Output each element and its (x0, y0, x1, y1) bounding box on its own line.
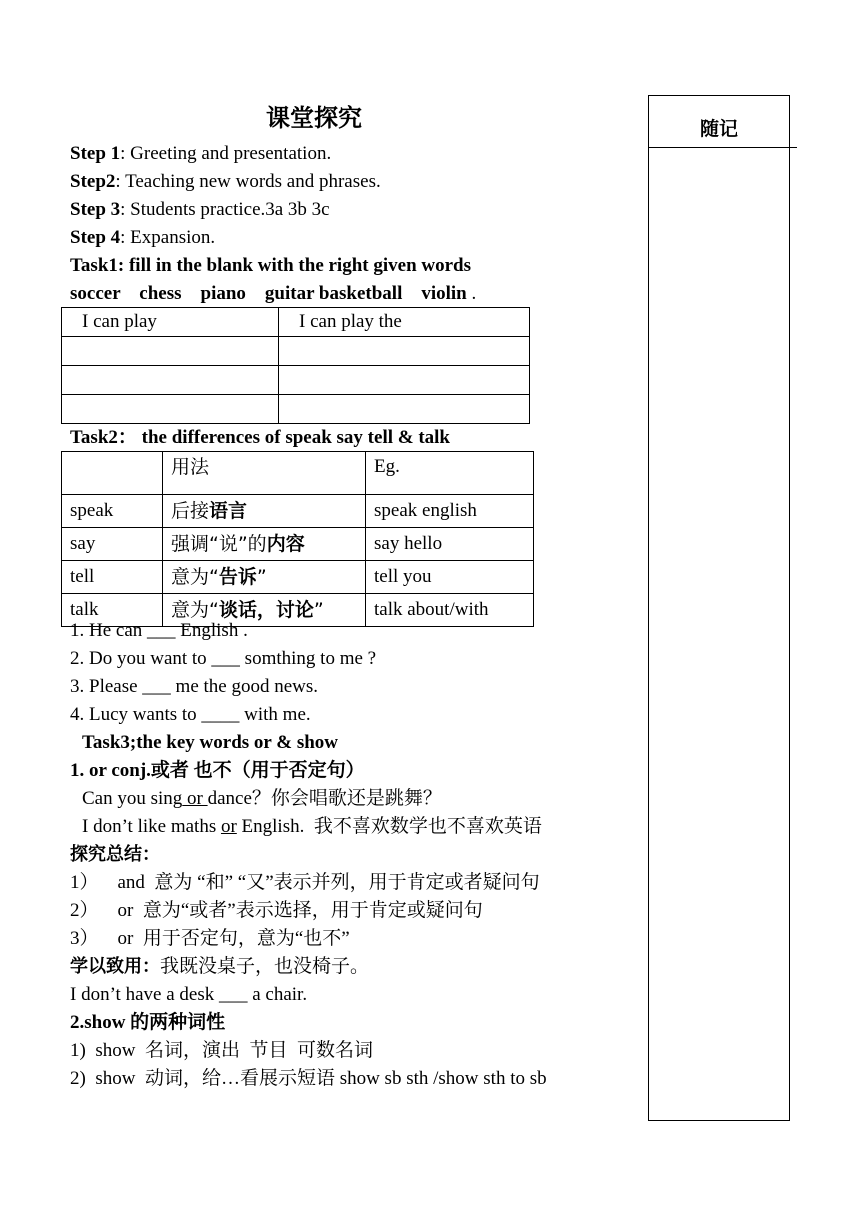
example-text: dance？你会唱歌还是跳舞？ (207, 788, 442, 809)
task1-heading: Task1: fill in the blank with the right given words (70, 255, 472, 276)
step-label: Step 3 (70, 199, 121, 220)
header-cell: 用法 (163, 452, 366, 495)
word-cell: tell (62, 561, 163, 594)
table-row (62, 561, 534, 594)
notes-column (648, 95, 790, 1121)
page-title: 课堂探究 (266, 104, 362, 132)
apply-line (70, 953, 369, 981)
step-3 (70, 196, 330, 224)
answer-cell[interactable] (62, 337, 279, 366)
show-item-1: 1) show 名词，演出 节目 可数名词 (70, 1040, 373, 1061)
usage-key: 告诉 (218, 566, 257, 588)
task1-col2-header: I can play the (279, 308, 530, 337)
or-heading: 1. or conj.或者 也不（用于否定句） (70, 760, 365, 781)
example-text: I don’t like maths (82, 816, 221, 837)
task2-table (61, 451, 534, 627)
example-cell: say hello (366, 528, 534, 561)
header-cell: Eg. (366, 452, 534, 495)
step-text: : Expansion. (120, 227, 216, 248)
task3-heading: Task3;the key words or & show (82, 732, 339, 753)
summary-item-3: 3） or 用于否定句，意为“也不” (70, 928, 350, 949)
step-1 (70, 140, 331, 168)
step-4 (70, 224, 215, 252)
exercise-4: 4. Lucy wants to ____ with me. (70, 704, 311, 725)
header-cell (62, 452, 163, 495)
step-text: : Greeting and presentation. (120, 143, 332, 164)
show-item-2: 2) show 动词，给…看展示短语 show sb sth /show sth to sb (70, 1068, 547, 1089)
usage-text: ” (313, 599, 324, 621)
step-2 (70, 168, 381, 196)
summary-item-2: 2） or 意为“或者”表示选择，用于肯定或疑问句 (70, 900, 483, 921)
summary-heading: 探究总结： (70, 844, 160, 865)
table-row (62, 395, 530, 424)
answer-cell[interactable] (279, 337, 530, 366)
answer-cell[interactable] (279, 366, 530, 395)
table-row (62, 528, 534, 561)
step-label: Step 1 (70, 143, 121, 164)
example-text: Can you sing (82, 788, 183, 809)
usage-key: 内容 (266, 533, 305, 555)
example-cell: tell you (366, 561, 534, 594)
summary-item-1: 1） and 意为 “和” “又”表示并列，用于肯定或者疑问句 (70, 872, 540, 893)
table-row (62, 308, 530, 337)
usage-cell (163, 528, 366, 561)
notes-divider-tick (788, 147, 797, 148)
task2-heading: Task2： the differences of speak say tell & talk (70, 427, 451, 448)
task1-col1-header: I can play (62, 308, 279, 337)
usage-cell (163, 561, 366, 594)
usage-cell (163, 495, 366, 528)
underlined-or: or (182, 788, 208, 809)
example-cell: talk about/with (366, 594, 534, 627)
apply-label: 学以致用： (70, 956, 160, 977)
step-text: : Teaching new words and phrases. (115, 171, 381, 192)
word-cell: talk (62, 594, 163, 627)
word-cell: say (62, 528, 163, 561)
task1-word-list (70, 280, 476, 308)
task1-table (61, 307, 530, 424)
usage-text: ” (256, 566, 267, 588)
example-text: English. 我不喜欢数学也不喜欢英语 (236, 816, 542, 837)
show-heading: 2.show 的两种词性 (70, 1012, 226, 1033)
usage-text: 意为“ (171, 566, 219, 588)
word-bank: soccer chess piano guitar basketball violin (70, 283, 467, 304)
usage-key: 语言 (209, 500, 248, 522)
step-label: Step 4 (70, 227, 121, 248)
usage-key: 谈话，讨论 (218, 599, 314, 621)
apply-exercise: I don’t have a desk ___ a chair. (70, 984, 308, 1005)
usage-text: 强调“说”的 (171, 533, 267, 555)
underlined-or: or (220, 816, 237, 837)
or-example-2 (82, 813, 542, 841)
exercise-1: 1. He can ___ English . (70, 620, 248, 641)
step-text: : Students practice.3a 3b 3c (120, 199, 330, 220)
word-bank-end: . (466, 283, 477, 304)
or-example-1 (82, 785, 442, 813)
example-cell: speak english (366, 495, 534, 528)
usage-text: 意为“ (171, 599, 219, 621)
apply-text: 我既没桌子，也没椅子。 (160, 956, 370, 977)
answer-cell[interactable] (62, 366, 279, 395)
usage-text: 后接 (171, 500, 210, 522)
word-cell: speak (62, 495, 163, 528)
table-row (62, 337, 530, 366)
table-row (62, 495, 534, 528)
answer-cell[interactable] (62, 395, 279, 424)
exercise-3: 3. Please ___ me the good news. (70, 676, 319, 697)
step-label: Step2 (70, 171, 116, 192)
exercise-2: 2. Do you want to ___ somthing to me ? (70, 648, 377, 669)
notes-header: 随记 (649, 96, 789, 148)
table-row (62, 452, 534, 495)
answer-cell[interactable] (279, 395, 530, 424)
table-row (62, 366, 530, 395)
